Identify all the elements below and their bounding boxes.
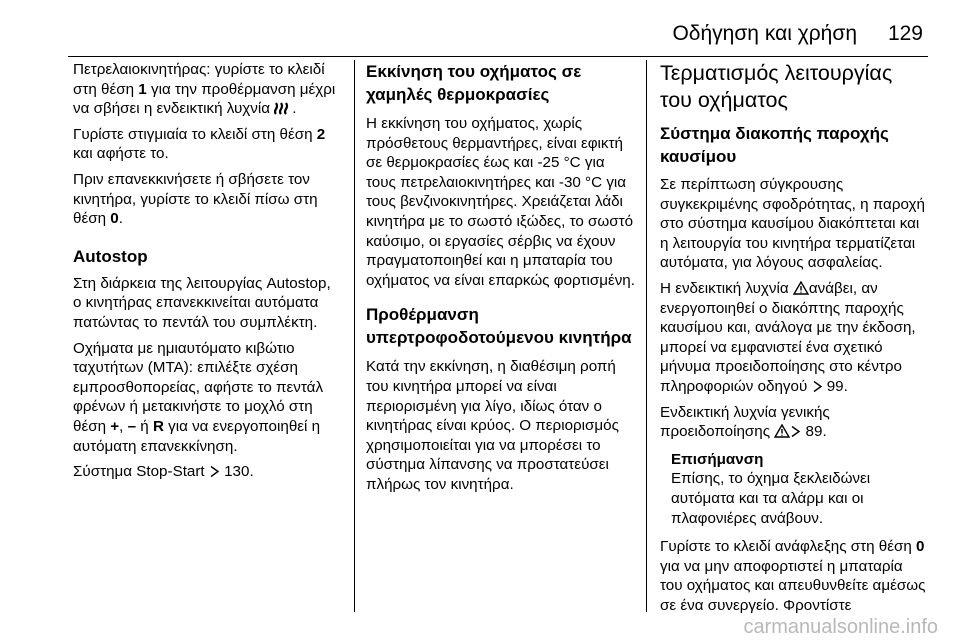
page-reference[interactable]: 89 — [805, 423, 823, 441]
note-heading: Επισήμανση — [671, 450, 764, 468]
header-rule — [68, 56, 928, 57]
paragraph-general-warning: Ενδεικτική λυχνία γενικής προειδοποίησης 89. — [660, 403, 830, 441]
column-2 — [366, 60, 635, 495]
cold-start-heading: Εκκίνηση του οχήματος σε χαμηλές θερμοκρασίες — [366, 62, 582, 104]
key-position-2: 2 — [316, 125, 326, 143]
paragraph-autostop: Στη διάρκεια της λειτουργίας Autostop, ο κινητήρας επανεκκινείται αυτόματα πατώντας το πεντάλ του συμπλέκτη. — [73, 274, 331, 331]
page-reference[interactable]: 99 — [826, 377, 844, 395]
paragraph-turn-key: Γυρίστε στιγμιαία το κλειδί στη θέση 2 και αφήστε το. — [73, 125, 326, 163]
header-title: Οδήγηση και χρήση — [672, 22, 857, 45]
page-header — [0, 0, 960, 56]
paragraph-turbo-preheat: Κατά την εκκίνηση, η διαθέσιμη ροπή του κινητήρα μπορεί να είναι περιορισμένη για λίγο, ιδίως όταν ο κινητήρας είναι κρύος. Ο περιορισμός χρησιμοποιείται για να μπορέσει το σύστημα λίπανσης να προστατεύσει πλήρως τον κινητήρα. — [366, 358, 619, 493]
key-position-1: 1 — [138, 80, 147, 98]
note-box — [671, 450, 928, 528]
column-3 — [660, 60, 928, 615]
column-divider-2 — [646, 60, 647, 612]
page-reference[interactable]: 130 — [224, 463, 250, 481]
note-text: Επίσης, το όχημα ξεκλειδώνει αυτόματα και τα αλάρμ και οι πλαφονιέρες ανάβουν. — [671, 470, 871, 527]
reference-arrow-icon — [790, 425, 801, 438]
glow-plug-icon — [274, 101, 292, 115]
section-heading: Τερματισμός λειτουργίας του οχήματος — [660, 61, 893, 112]
key-position-0: 0 — [916, 538, 925, 556]
paragraph-key-off: Γυρίστε το κλειδί ανάφλεξης στη θέση 0 για να μην αποφορτιστεί η μπαταρία του οχήματος και απευθυνθείτε αμέσως σε ένα συνεργείο. Φροντίστε — [660, 538, 926, 614]
paragraph-stop-start-ref: Σύστημα Stop-Start 130. — [73, 463, 254, 481]
paragraph-restart: Πριν επανεκκινήσετε ή σβήσετε τον κινητήρα, γυρίστε το κλειδί πίσω στη θέση 0. — [73, 170, 318, 228]
fuel-cutoff-heading: Σύστημα διακοπής παροχής καυσίμου — [660, 124, 889, 166]
key-position-0: 0 — [110, 210, 119, 228]
reference-arrow-icon — [209, 465, 220, 478]
column-1 — [73, 60, 343, 482]
autostop-heading: Autostop — [73, 246, 148, 266]
watermark: carmanualsonline.info — [743, 616, 938, 638]
column-divider-1 — [354, 60, 355, 612]
paragraph-indicator: Η ενδεικτική λυχνία ανάβει, αν ενεργοποιηθεί ο διακόπτης παροχής καυσίμου και, ανάλογα με την έκδοση, μπορεί να εμφανιστεί ένα σχετικό μήνυμα προειδοποίησης στο κέντρο πληροφοριών οδηγού 99. — [660, 279, 916, 395]
paragraph-fuel-cutoff: Σε περίπτωση σύγκρουσης συγκεκριμένης σφοδρότητας, η παροχή στο σύστημα καυσίμου διακόπτεται και η λειτουργία του κινητήρα τερματίζεται αυτόματα, για λόγους ασφαλείας. — [660, 176, 925, 272]
turbo-preheat-heading: Προθέρμανση υπερτροφοδοτούμενου κινητήρα — [366, 305, 632, 348]
page-number: 129 — [887, 22, 923, 45]
paragraph-cold-start: Η εκκίνηση του οχήματος, χωρίς πρόσθετους θερμαντήρες, είναι εφικτή σε θερμοκρασίες έως και -25 °C για τους πετρελαιοκινητήρες και -30 °C για τους βενζινοκινητήρες. Χρειάζεται λάδι κινητήρα με το σωστό ιξώδες, το σωστό καύσιμο, οι εργασίες σέρβις να έχουν πραγματοποιηθεί και η μπαταρία του οχήματος να είναι επαρκώς φορτισμένη. — [366, 115, 635, 289]
warning-triangle-icon — [793, 281, 809, 295]
paragraph-diesel-preheat: Πετρελαιοκινητήρας: γυρίστε το κλειδί στη θέση 1 για την προθέρμανση μέχρι να σβήσει η ενδεικτική λυχνία . — [73, 61, 336, 118]
paragraph-mta: Οχήματα με ημιαυτόματο κιβώτιο ταχυτήτων (MTA): επιλέξτε σχέση εμπροσθοπορείας, αφήστε το πεντάλ φρένων ή μετακινήστε το μοχλό στη θέση +, – ή R για να ενεργοποιηθεί η αυτόματη επανεκκίνηση. — [73, 339, 324, 455]
reference-arrow-icon — [812, 380, 823, 393]
warning-triangle-icon — [774, 424, 790, 438]
